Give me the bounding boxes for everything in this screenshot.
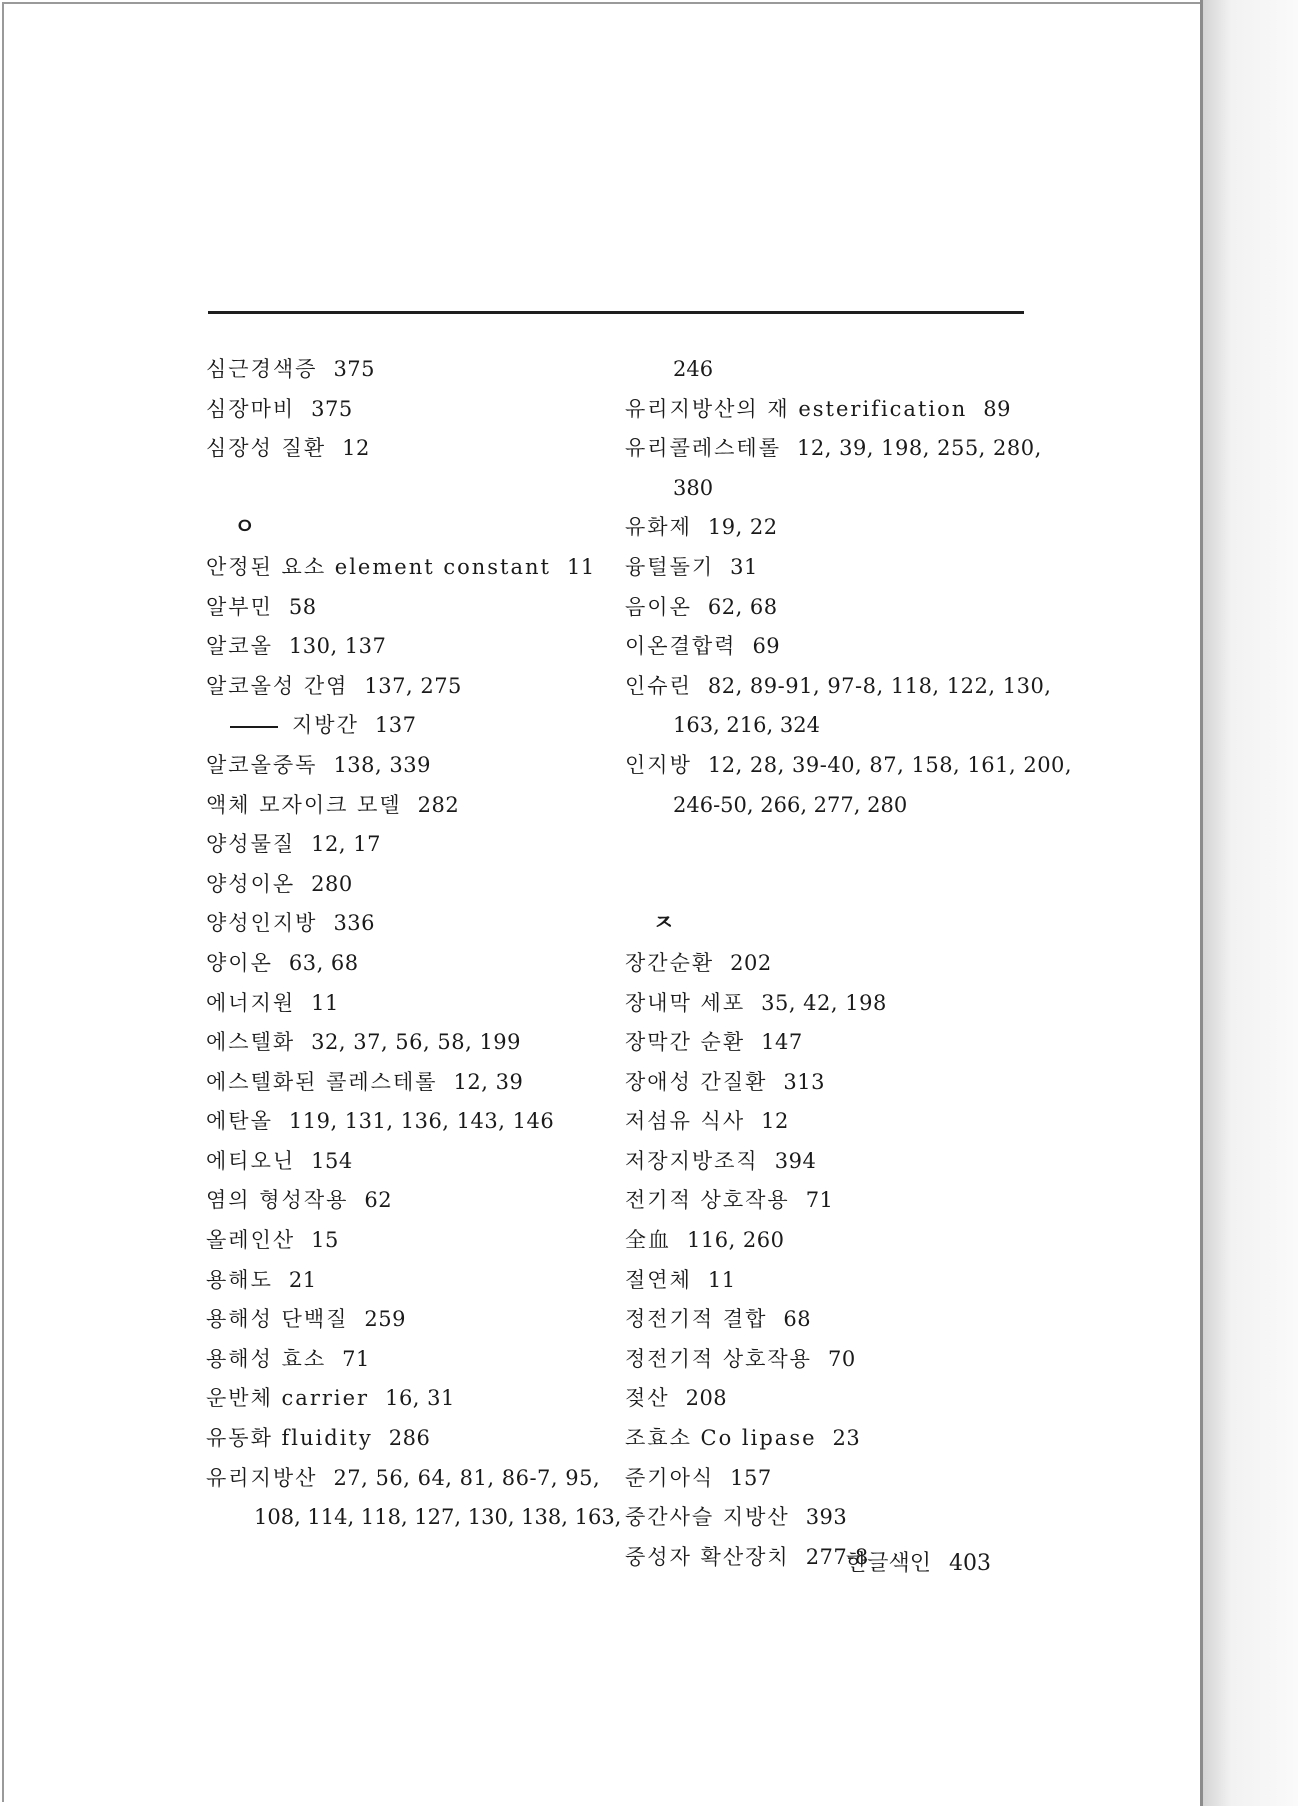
index-entry bbox=[206, 1142, 606, 1182]
index-entry-continuation: 246-50, 266, 277, 280 bbox=[673, 792, 908, 817]
index-pages: 11 bbox=[566, 554, 595, 579]
index-entry-continuation: 380 bbox=[673, 475, 714, 500]
page-shadow bbox=[1203, 0, 1298, 1806]
index-entry bbox=[625, 508, 1045, 548]
index-entry bbox=[206, 1379, 606, 1419]
index-entry bbox=[206, 1063, 606, 1103]
index-subentry bbox=[206, 706, 606, 746]
index-term: 장간순환 bbox=[625, 950, 715, 975]
index-entry bbox=[625, 984, 1045, 1024]
index-term: 유리지방산 bbox=[206, 1465, 318, 1490]
index-term: 심장성 질환 bbox=[206, 436, 327, 461]
index-pages: 89 bbox=[983, 396, 1012, 421]
index-entry bbox=[625, 390, 1045, 430]
index-entry bbox=[625, 429, 1045, 469]
index-term: 올레인산 bbox=[206, 1228, 296, 1253]
index-pages: 12 bbox=[342, 436, 370, 461]
index-entry bbox=[625, 1221, 1045, 1261]
index-entry bbox=[206, 1181, 606, 1221]
index-entry bbox=[625, 627, 1045, 667]
index-pages: 137, 275 bbox=[364, 673, 462, 698]
index-term: 에스텔화 bbox=[206, 1030, 296, 1055]
index-pages: 68 bbox=[783, 1307, 812, 1332]
index-entry bbox=[625, 1261, 1045, 1301]
index-term: 알부민 bbox=[206, 594, 273, 619]
index-entry bbox=[206, 1419, 606, 1459]
index-term: 장애성 간질환 bbox=[625, 1069, 768, 1094]
index-term: 장막간 순환 bbox=[625, 1030, 746, 1055]
index-entry bbox=[625, 1181, 1045, 1221]
index-pages: 282 bbox=[417, 792, 460, 817]
index-pages: 15 bbox=[311, 1228, 339, 1253]
index-term: 염의 형성작용 bbox=[206, 1188, 349, 1213]
index-pages: 157 bbox=[730, 1465, 772, 1490]
index-pages: 259 bbox=[364, 1307, 406, 1332]
index-term: 정전기적 결합 bbox=[625, 1307, 768, 1332]
index-term: 양성이온 bbox=[206, 871, 296, 896]
index-entry bbox=[206, 746, 606, 786]
index-term: 저장지방조직 bbox=[625, 1148, 759, 1173]
index-term: 양성물질 bbox=[206, 832, 296, 857]
index-pages: 130, 137 bbox=[288, 634, 387, 659]
index-pages: 82, 89-91, 97-8, 118, 122, 130, bbox=[707, 673, 1052, 698]
index-entry bbox=[206, 904, 606, 944]
index-entry bbox=[625, 944, 1045, 984]
index-pages: 19, 22 bbox=[707, 515, 778, 540]
index-pages: 336 bbox=[333, 911, 376, 936]
index-column-right bbox=[625, 350, 1073, 1577]
repeat-dash bbox=[230, 726, 278, 728]
index-term: 알코올중독 bbox=[206, 752, 318, 777]
index-entry-continuation: 108, 114, 118, 127, 130, 138, 163, bbox=[254, 1505, 622, 1530]
index-term: 용해성 단백질 bbox=[206, 1307, 349, 1332]
index-entry bbox=[206, 984, 606, 1024]
index-pages: 32, 37, 56, 58, 199 bbox=[311, 1030, 522, 1055]
page-footer bbox=[846, 1546, 991, 1577]
spacer bbox=[206, 469, 606, 509]
index-entry-continuation: 246 bbox=[673, 357, 714, 381]
index-pages: 23 bbox=[832, 1426, 861, 1451]
index-entry bbox=[625, 1023, 1045, 1063]
index-term: 지방간 bbox=[292, 713, 359, 738]
index-pages: 116, 260 bbox=[687, 1228, 785, 1253]
index-pages: 16, 31 bbox=[385, 1386, 455, 1411]
header-rule bbox=[208, 311, 1024, 314]
index-pages: 63, 68 bbox=[288, 950, 359, 975]
index-entry bbox=[206, 1300, 606, 1340]
index-pages: 62, 68 bbox=[707, 594, 778, 619]
index-entry bbox=[625, 746, 1073, 786]
index-term: 전기적 상호작용 bbox=[625, 1188, 790, 1213]
page-number: 403 bbox=[949, 1551, 992, 1576]
index-term: 중성자 확산장치 bbox=[625, 1544, 790, 1569]
index-pages: 27, 56, 64, 81, 86-7, 95, bbox=[333, 1465, 601, 1490]
index-pages: 71 bbox=[342, 1346, 370, 1371]
index-pages: 12, 17 bbox=[311, 832, 381, 857]
index-pages: 21 bbox=[288, 1267, 317, 1292]
index-term: 에티오닌 bbox=[206, 1148, 296, 1173]
index-term: 양이온 bbox=[206, 950, 273, 975]
index-entry bbox=[625, 1102, 1045, 1142]
index-pages: 58 bbox=[288, 594, 317, 619]
index-term: 용해도 bbox=[206, 1267, 273, 1292]
index-entry bbox=[206, 786, 606, 826]
index-pages: 69 bbox=[752, 634, 781, 659]
index-pages: 35, 42, 198 bbox=[761, 990, 887, 1015]
index-term: 양성인지방 bbox=[206, 911, 318, 936]
spacer bbox=[625, 825, 1045, 865]
index-term: 에탄올 bbox=[206, 1109, 273, 1134]
index-term: 심근경색증 bbox=[206, 357, 318, 381]
index-term: 조효소 Co lipase bbox=[625, 1426, 817, 1451]
index-entry bbox=[625, 1063, 1045, 1103]
index-term: 저섬유 식사 bbox=[625, 1109, 746, 1134]
index-entry bbox=[625, 1300, 1045, 1340]
index-term: 안정된 요소 element constant bbox=[206, 554, 551, 579]
index-pages: 313 bbox=[783, 1069, 825, 1094]
spacer bbox=[625, 865, 1045, 905]
index-term: 운반체 carrier bbox=[206, 1386, 370, 1411]
index-term: 全血 bbox=[625, 1228, 671, 1253]
index-term: 인지방 bbox=[625, 752, 692, 777]
index-pages: 394 bbox=[774, 1148, 817, 1173]
index-term: 심장마비 bbox=[206, 396, 296, 421]
index-entry bbox=[206, 429, 606, 469]
index-term: 에스텔화된 콜레스테롤 bbox=[206, 1069, 438, 1094]
index-term: 준기아식 bbox=[625, 1465, 715, 1490]
index-entry bbox=[625, 1459, 1045, 1499]
index-term: 융털돌기 bbox=[625, 554, 715, 579]
index-pages: 154 bbox=[311, 1148, 353, 1173]
index-pages: 11 bbox=[707, 1267, 736, 1292]
index-pages: 12 bbox=[761, 1109, 789, 1134]
footer-section-title: 한글색인 bbox=[846, 1551, 932, 1576]
index-entry bbox=[206, 548, 606, 588]
index-entry bbox=[206, 627, 606, 667]
index-pages: 12, 39, 198, 255, 280, bbox=[797, 436, 1042, 461]
index-entry bbox=[625, 1379, 1045, 1419]
index-pages: 31 bbox=[730, 554, 758, 579]
index-term: 알코올 bbox=[206, 634, 273, 659]
index-entry bbox=[206, 944, 606, 984]
index-term: 유리지방산의 재 esterification bbox=[625, 396, 968, 421]
index-entry bbox=[625, 1340, 1045, 1380]
index-term: 용해성 효소 bbox=[206, 1346, 327, 1371]
index-pages: 137 bbox=[374, 713, 417, 738]
index-column-left bbox=[206, 350, 622, 1538]
index-entry bbox=[206, 588, 606, 628]
index-term: 절연체 bbox=[625, 1267, 692, 1292]
index-pages: 62 bbox=[364, 1188, 393, 1213]
index-entry bbox=[206, 1340, 606, 1380]
index-term: 유리콜레스테롤 bbox=[625, 436, 782, 461]
index-pages: 12, 28, 39-40, 87, 158, 161, 200, bbox=[707, 752, 1073, 777]
index-term: 이온결합력 bbox=[625, 634, 737, 659]
index-pages: 286 bbox=[388, 1426, 431, 1451]
index-pages: 138, 339 bbox=[333, 752, 431, 777]
index-term: 알코올성 간염 bbox=[206, 673, 349, 698]
index-term: 장내막 세포 bbox=[625, 990, 746, 1015]
index-entry bbox=[206, 1261, 606, 1301]
index-entry-continuation: 163, 216, 324 bbox=[673, 713, 820, 738]
index-pages: 393 bbox=[805, 1505, 848, 1530]
index-entry bbox=[206, 667, 606, 707]
index-term: 젖산 bbox=[625, 1386, 670, 1411]
index-term: 인슈린 bbox=[625, 673, 692, 698]
index-term: 유동화 fluidity bbox=[206, 1426, 373, 1451]
index-pages: 11 bbox=[311, 990, 339, 1015]
index-pages: 147 bbox=[761, 1030, 803, 1055]
index-term: 에너지원 bbox=[206, 990, 296, 1015]
index-entry bbox=[206, 390, 606, 430]
index-section-heading: ㅇ bbox=[234, 515, 256, 541]
index-pages: 70 bbox=[827, 1346, 856, 1371]
index-entry bbox=[206, 1221, 606, 1261]
index-term: 정전기적 상호작용 bbox=[625, 1346, 812, 1371]
index-pages: 202 bbox=[730, 950, 772, 975]
index-entry bbox=[625, 1142, 1045, 1182]
index-pages: 208 bbox=[685, 1386, 728, 1411]
index-entry bbox=[206, 350, 606, 390]
index-entry bbox=[625, 1498, 1045, 1538]
index-term: 중간사슬 지방산 bbox=[625, 1505, 790, 1530]
index-entry bbox=[625, 588, 1045, 628]
index-term: 음이온 bbox=[625, 594, 692, 619]
index-pages: 375 bbox=[311, 396, 353, 421]
index-entry bbox=[625, 1419, 1045, 1459]
index-entry bbox=[206, 865, 606, 905]
index-section-heading: ㅈ bbox=[653, 911, 675, 937]
index-term: 유화제 bbox=[625, 515, 692, 540]
index-entry bbox=[206, 825, 606, 865]
index-entry bbox=[206, 1459, 606, 1499]
index-pages: 12, 39 bbox=[453, 1069, 524, 1094]
index-pages: 280 bbox=[311, 871, 353, 896]
index-pages: 119, 131, 136, 143, 146 bbox=[288, 1109, 555, 1134]
index-pages: 375 bbox=[333, 357, 376, 381]
index-pages: 277-8 bbox=[805, 1544, 869, 1569]
index-pages: 71 bbox=[805, 1188, 834, 1213]
index-entry bbox=[206, 1023, 606, 1063]
index-entry bbox=[206, 1102, 606, 1142]
index-term: 액체 모자이크 모델 bbox=[206, 792, 402, 817]
index-entry bbox=[625, 667, 1052, 707]
index-entry bbox=[625, 548, 1045, 588]
